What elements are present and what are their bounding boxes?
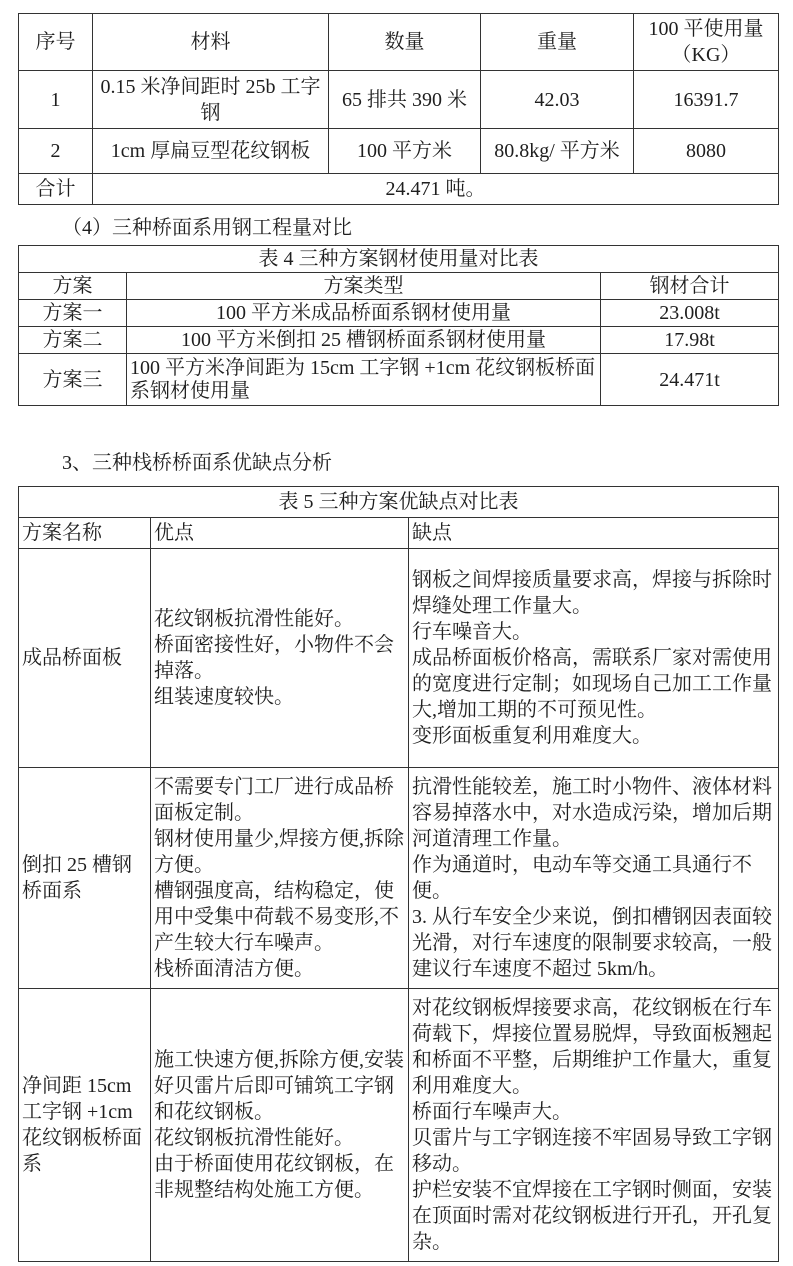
con-item: 变形面板重复利用难度大。 bbox=[412, 725, 652, 747]
table-cell: 2 bbox=[19, 129, 93, 174]
table-cell: 17.98t bbox=[601, 327, 779, 354]
table-header-row bbox=[19, 273, 779, 300]
table-header-row bbox=[19, 518, 779, 549]
scheme-name: 净间距 15cm 工字钢 +1cm 花纹钢板桥面系 bbox=[19, 989, 151, 1262]
header-cell: 数量 bbox=[329, 14, 481, 71]
table-cell: 100 平方米净间距为 15cm 工字钢 +1cm 花纹钢板桥面系钢材使用量 bbox=[127, 354, 601, 406]
con-item: 作为通道时，电动车等交通工具通行不便。 bbox=[412, 854, 752, 902]
table-cell: 16391.7 bbox=[634, 71, 779, 129]
table-cell: 方案一 bbox=[19, 300, 127, 327]
table-title: 表 5 三种方案优缺点对比表 bbox=[19, 487, 779, 518]
pros-cell bbox=[151, 989, 409, 1262]
table-cell: 24.471t bbox=[601, 354, 779, 406]
table-cell: 方案二 bbox=[19, 327, 127, 354]
con-item: 抗滑性能较差，施工时小物件、液体材料容易掉落水中，对水造成污染，增加后期河道清理工作量。 bbox=[412, 776, 772, 850]
pro-item: 花纹钢板抗滑性能好。 bbox=[154, 608, 354, 630]
table-cell: 100 平方米倒扣 25 槽钢桥面系钢材使用量 bbox=[127, 327, 601, 354]
con-item: 桥面行车噪声大。 bbox=[412, 1101, 572, 1123]
table-cell: 65 排共 390 米 bbox=[329, 71, 481, 129]
table-cell: 23.008t bbox=[601, 300, 779, 327]
con-item: 成品桥面板价格高，需联系厂家对需使用的宽度进行定制；如现场自己加工工作量大,增加工期的不可预见性。 bbox=[412, 647, 772, 721]
total-value: 24.471 吨。 bbox=[93, 174, 779, 205]
cons-cell bbox=[409, 989, 779, 1262]
pro-item: 槽钢强度高，结构稳定，使用中受集中荷载不易变形,不产生较大行车噪声。 bbox=[154, 880, 399, 954]
total-label: 合计 bbox=[19, 174, 93, 205]
material-table bbox=[18, 13, 779, 205]
pro-item: 施工快速方便,拆除方便,安装好贝雷片后即可铺筑工字钢和花纹钢板。 bbox=[154, 1049, 404, 1123]
table-title: 表 4 三种方案钢材使用量对比表 bbox=[19, 246, 779, 273]
section-heading-4: （4）三种桥面系用钢工程量对比 bbox=[62, 217, 352, 239]
table-cell: 42.03 bbox=[481, 71, 634, 129]
header-cell: 方案名称 bbox=[19, 518, 151, 549]
pro-item: 不需要专门工厂进行成品桥面板定制。 bbox=[154, 776, 394, 824]
header-cell: 重量 bbox=[481, 14, 634, 71]
con-item: 对花纹钢板焊接要求高，花纹钢板在行车荷载下，焊接位置易脱焊，导致面板翘起和桥面不平整，后期维护工作量大，重复利用难度大。 bbox=[412, 997, 772, 1097]
cons-cell bbox=[409, 549, 779, 768]
table-cell: 0.15 米净间距时 25b 工字钢 bbox=[93, 71, 329, 129]
table-row bbox=[19, 549, 779, 768]
con-item: 3. 从行车安全少来说，倒扣槽钢因表面较光滑，对行车速度的限制要求较高，一般建议行车速度不超过 5km/h。 bbox=[412, 906, 772, 980]
table-cell: 100 平方米 bbox=[329, 129, 481, 174]
con-item: 钢板之间焊接质量要求高，焊接与拆除时焊缝处理工作量大。 bbox=[412, 569, 772, 617]
header-cell: 材料 bbox=[93, 14, 329, 71]
table-cell: 1 bbox=[19, 71, 93, 129]
scheme-name: 成品桥面板 bbox=[19, 549, 151, 768]
table-cell: 80.8kg/ 平方米 bbox=[481, 129, 634, 174]
table-cell: 8080 bbox=[634, 129, 779, 174]
header-cell: 钢材合计 bbox=[601, 273, 779, 300]
table-cell: 100 平方米成品桥面系钢材使用量 bbox=[127, 300, 601, 327]
header-cell: 缺点 bbox=[409, 518, 779, 549]
con-item: 行车噪音大。 bbox=[412, 621, 532, 643]
pro-item: 钢材使用量少,焊接方便,拆除方便。 bbox=[154, 828, 404, 876]
section-heading-3: 3、三种栈桥桥面系优缺点分析 bbox=[62, 452, 332, 474]
pro-item: 栈桥面清洁方便。 bbox=[154, 958, 314, 980]
steel-comparison-table bbox=[18, 245, 779, 406]
pros-cell bbox=[151, 768, 409, 989]
header-cell: 优点 bbox=[151, 518, 409, 549]
cons-cell bbox=[409, 768, 779, 989]
header-cell: 方案 bbox=[19, 273, 127, 300]
table-row bbox=[19, 989, 779, 1262]
table-row bbox=[19, 327, 779, 354]
header-cell: 序号 bbox=[19, 14, 93, 71]
pro-item: 组装速度较快。 bbox=[154, 686, 294, 708]
header-cell: 方案类型 bbox=[127, 273, 601, 300]
table-row bbox=[19, 354, 779, 406]
pro-item: 桥面密接性好，小物件不会掉落。 bbox=[154, 634, 394, 682]
pro-item: 由于桥面使用花纹钢板，在非规整结构处施工方便。 bbox=[154, 1153, 394, 1201]
pros-cons-table bbox=[18, 486, 779, 1262]
con-item: 贝雷片与工字钢连接不牢固易导致工字钢移动。 bbox=[412, 1127, 772, 1175]
table-cell: 方案三 bbox=[19, 354, 127, 406]
table-row bbox=[19, 129, 779, 174]
con-item: 护栏安装不宜焊接在工字钢时侧面，安装在顶面时需对花纹钢板进行开孔，开孔复杂。 bbox=[412, 1179, 772, 1253]
table-header-row bbox=[19, 14, 779, 71]
header-cell: 100 平使用量（KG） bbox=[634, 14, 779, 71]
table-row bbox=[19, 71, 779, 129]
table-row bbox=[19, 300, 779, 327]
scheme-name: 倒扣 25 槽钢桥面系 bbox=[19, 768, 151, 989]
pros-cell bbox=[151, 549, 409, 768]
table-row bbox=[19, 768, 779, 989]
pro-item: 花纹钢板抗滑性能好。 bbox=[154, 1127, 354, 1149]
table-cell: 1cm 厚扁豆型花纹钢板 bbox=[93, 129, 329, 174]
total-row bbox=[19, 174, 779, 205]
